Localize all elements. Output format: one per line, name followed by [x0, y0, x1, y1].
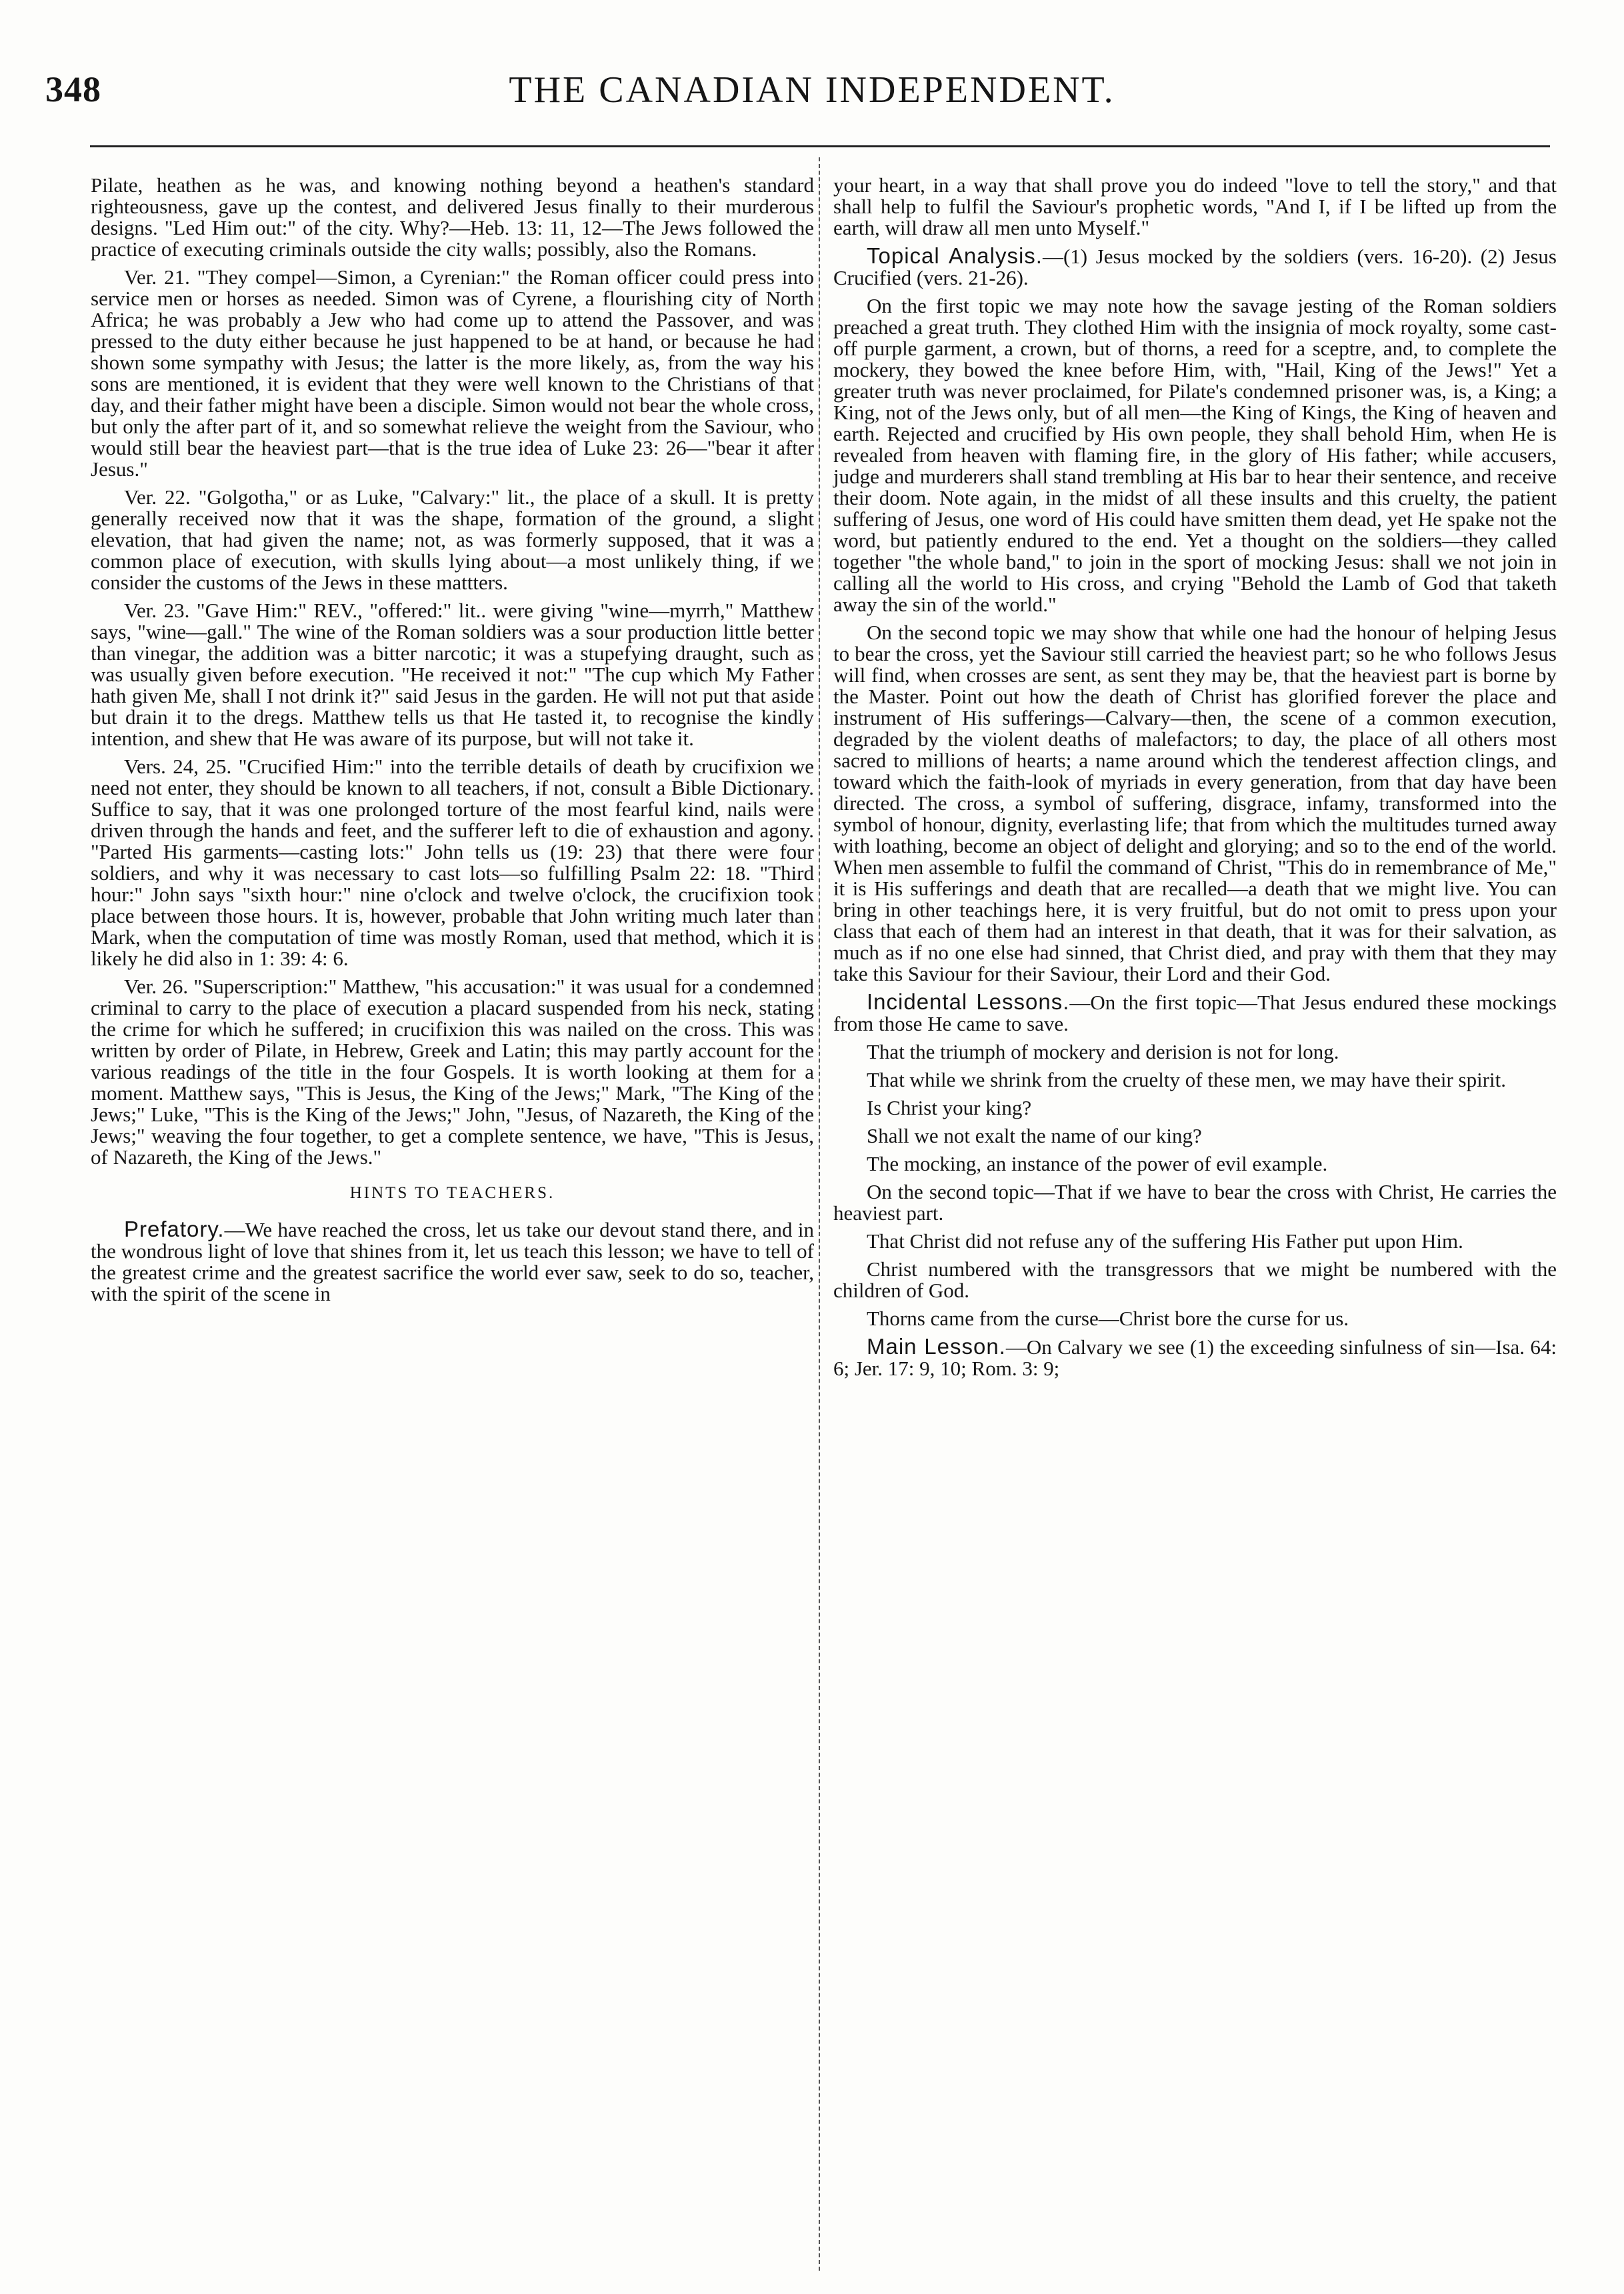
paragraph: your heart, in a way that shall prove you do indeed "love to tell the story," and that shall help to fulfil the Saviour's prophetic words, "And I, if I be lifted up from the earth, will draw all men unto Myself." [833, 173, 1557, 239]
paragraph: Ver. 21. "They compel—Simon, a Cyrenian:" the Roman officer could press into service men or horses as needed. Simon was of Cyrene, a flourishing city of North Africa; he was probably a Jew who had come up to attend the Passover, and was pressed to the duty either because he just happened to be at hand, or because he had shown some sympathy with Jesus; the latter is the more likely, as, from the way his sons are mentioned, it is evident that they were well known to the Christians of that day, and their father might have been a disciple. Simon would not bear the whole cross, but only the after part of it, and so somewhat relieve the weight from the Saviour, who would still bear the heaviest part—that is the true idea of Luke 23: 26—"bear it after Jesus." [91, 265, 814, 481]
page-number: 348 [45, 69, 101, 109]
section-heading: Main Lesson. [867, 1334, 1006, 1359]
paragraph: Ver. 22. "Golgotha," or as Luke, "Calvary:" lit., the place of a skull. It is pretty generally received now that it was the shape, formation of the ground, a slight elevation, that had given the name; not, as was formerly supposed, that it was a common place of execution, with skulls lying about—a most unlikely thing, if we consider the customs of the Jews in these mattters. [91, 485, 814, 594]
header-rule [90, 145, 1550, 147]
section-heading: Prefatory. [124, 1217, 225, 1241]
topical-analysis-paragraph [833, 245, 1557, 289]
incidental-lessons-paragraph [833, 991, 1557, 1035]
paragraph: Vers. 24, 25. "Crucified Him:" into the terrible details of death by crucifixion we need not enter, they should be known to all teachers, if not, consult a Bible Dictionary. Suffice to say, that it was one prolonged torture of the most fearful kind, nails were driven through the hands and feet, and the sufferer left to die of exhaustion and agony. "Parted His garments—casting lots:" John tells us (19: 23) that there were four soldiers, and why it was necessary to cast lots—so fulfilling Psalm 22: 18. "Third hour:" John says "sixth hour:" nine o'clock and twelve o'clock, the crucifixion took place between those hours. It is, however, probable that John writing much later than Mark, when the computation of time was mostly Roman, used that method, which it is likely he did also in 1: 39: 4: 6. [91, 755, 814, 970]
lesson-item: The mocking, an instance of the power of evil example. [867, 1152, 1328, 1175]
lesson-item: On the second topic—That if we have to bear the cross with Christ, He carries the heaviest part. [833, 1180, 1557, 1225]
incidental-text: —On the first topic—That Jesus endured these mockings from those He came to save. [833, 991, 1557, 1035]
hints-to-teachers-heading: HINTS TO TEACHERS. [349, 1184, 555, 1202]
paragraph: On the first topic we may note how the savage jesting of the Roman soldiers preached a great truth. They clothed Him with the insignia of mock royalty, some cast-off purple garment, a crown, but of thorns, a reed for a sceptre, and, to complete the mockery, they bowed the knee before Him, with, "Hail, King of the Jews!" Yet a greater truth was never proclaimed, for Pilate's condemned prisoner was, is, a King; a King, not of the Jews only, but of all men—the King of Kings, the King of heaven and earth. Rejected and crucified by His own people, they shall behold Him, when He is revealed from heaven with flaming fire, in the glory of His father; while accusers, judge and murderers shall stand trembling at His bar to hear their sentence, and receive their doom. Note again, in the midst of all these insults and this cruelty, the patient suffering of Jesus, one word of His could have smitten them dead, yet He spake not the word, but patiently endured to the end. Yet a thought on the soldiers—they called together "the whole band," to join in the sport of mocking Jesus: shall we not join in calling all the world to His cross, and crying "Behold the Lamb of God that taketh away the sin of the world." [833, 294, 1557, 616]
prefatory-text: —We have reached the cross, let us take our devout stand there, and in the wondrous light of love that shines from it, let us teach this lesson; we have to tell of the greatest crime and the greatest sacrifice the world ever saw, seek to do so, teacher, with the spirit of the scene in [91, 1218, 814, 1305]
lesson-item: That Christ did not refuse any of the suffering His Father put upon Him. [867, 1229, 1463, 1253]
section-heading: Incidental Lessons. [867, 989, 1070, 1014]
lesson-item: Shall we not exalt the name of our king? [867, 1124, 1202, 1147]
paragraph: Ver. 26. "Superscription:" Matthew, "his accusation:" it was usual for a condemned criminal to carry to the place of execution a placard suspended from his neck, stating the crime for which he suffered; in crucifixion this was nailed on the cross. This was written by order of Pilate, in Hebrew, Greek and Latin; this may partly account for the various readings of the title in the four Gospels. It is worth looking at them for a moment. Matthew says, "This is Jesus, the King of the Jews;" Mark, "The King of the Jews;" Luke, "This is the King of the Jews;" John, "Jesus, of Nazareth, the King of the Jews;" weaving the four together, to get a complete sentence, we have, "This is Jesus, of Nazareth, the King of the Jews." [91, 975, 814, 1169]
main-lesson-text: —On Calvary we see (1) the exceeding sinfulness of sin—Isa. 64: 6; Jer. 17: 9, 10; Rom. 3: 9; [833, 1335, 1557, 1380]
right-column [833, 175, 1557, 1386]
paragraph: Ver. 23. "Gave Him:" REV., "offered:" lit.. were giving "wine—myrrh," Matthew says, "wine—gall." The wine of the Roman soldiers was a sour production little better than vinegar, the addition was a bitter narcotic; it was a stupefying draught, such as was usually given before execution. "He received it not:" "The cup which My Father hath given Me, shall I not drink it?" said Jesus in the garden. He will not put that aside but drain it to the dregs. Matthew tells us that He tasted it, to recognise the kindly intention, and shew that He was aware of its purpose, but will not take it. [91, 599, 814, 750]
column-divider [819, 157, 820, 2271]
lesson-item: That the triumph of mockery and derision is not for long. [867, 1040, 1339, 1063]
left-column [91, 175, 814, 1311]
lesson-item: That while we shrink from the cruelty of these men, we may have their spirit. [867, 1068, 1506, 1091]
lesson-item: Thorns came from the curse—Christ bore the curse for us. [867, 1307, 1349, 1330]
lesson-item: Christ numbered with the transgressors that we might be numbered with the children of God. [833, 1257, 1557, 1302]
lesson-item: Is Christ your king? [867, 1096, 1032, 1119]
prefatory-paragraph [91, 1219, 814, 1305]
section-heading: Topical Analysis. [867, 243, 1043, 268]
topical-text: —(1) Jesus mocked by the soldiers (vers. 16-20). (2) Jesus Crucified (vers. 21-26). [833, 245, 1557, 289]
running-title: THE CANADIAN INDEPENDENT. [509, 69, 1115, 111]
paragraph: Pilate, heathen as he was, and knowing nothing beyond a heathen's standard righteousness, gave up the contest, and delivered Jesus finally to their murderous designs. "Led Him out:" of the city. Why?—Heb. 13: 11, 12—The Jews followed the practice of executing criminals outside the city walls; possibly, also the Romans. [91, 173, 814, 261]
main-lesson-paragraph [833, 1336, 1557, 1379]
paragraph: On the second topic we may show that while one had the honour of helping Jesus to bear the cross, yet the Saviour still carried the heaviest part; so he who follows Jesus will find, when crosses are sent, as sent they may be, that the heaviest part is borne by the Master. Point out how the death of Christ has glorified forever the place and instrument of His sufferings—Calvary—then, the scene of a common execution, degraded by the violent deaths of malefactors; to day, the place of all others most sacred to millions of hearts; a name around which the tenderest affection clings, and toward which the faith-look of myriads in every generation, from that day have been directed. The cross, a symbol of suffering, disgrace, infamy, transformed into the symbol of honour, dignity, everlasting life; that from which the multitudes turned away with loathing, become an object of delight and glorying; and so to the end of the world. When men assemble to fulfil the command of Christ, "This do in remembrance of Me," it is His sufferings and death that are recalled—a death that we might live. You can bring in other teachings here, it is very fruitful, but do not omit to press upon your class that each of them had an interest in that death, that it was for their salvation, as much as if no one else had sinned, that Christ died, and pray with them that they may take this Saviour for their Saviour, their Lord and their God. [833, 621, 1557, 985]
